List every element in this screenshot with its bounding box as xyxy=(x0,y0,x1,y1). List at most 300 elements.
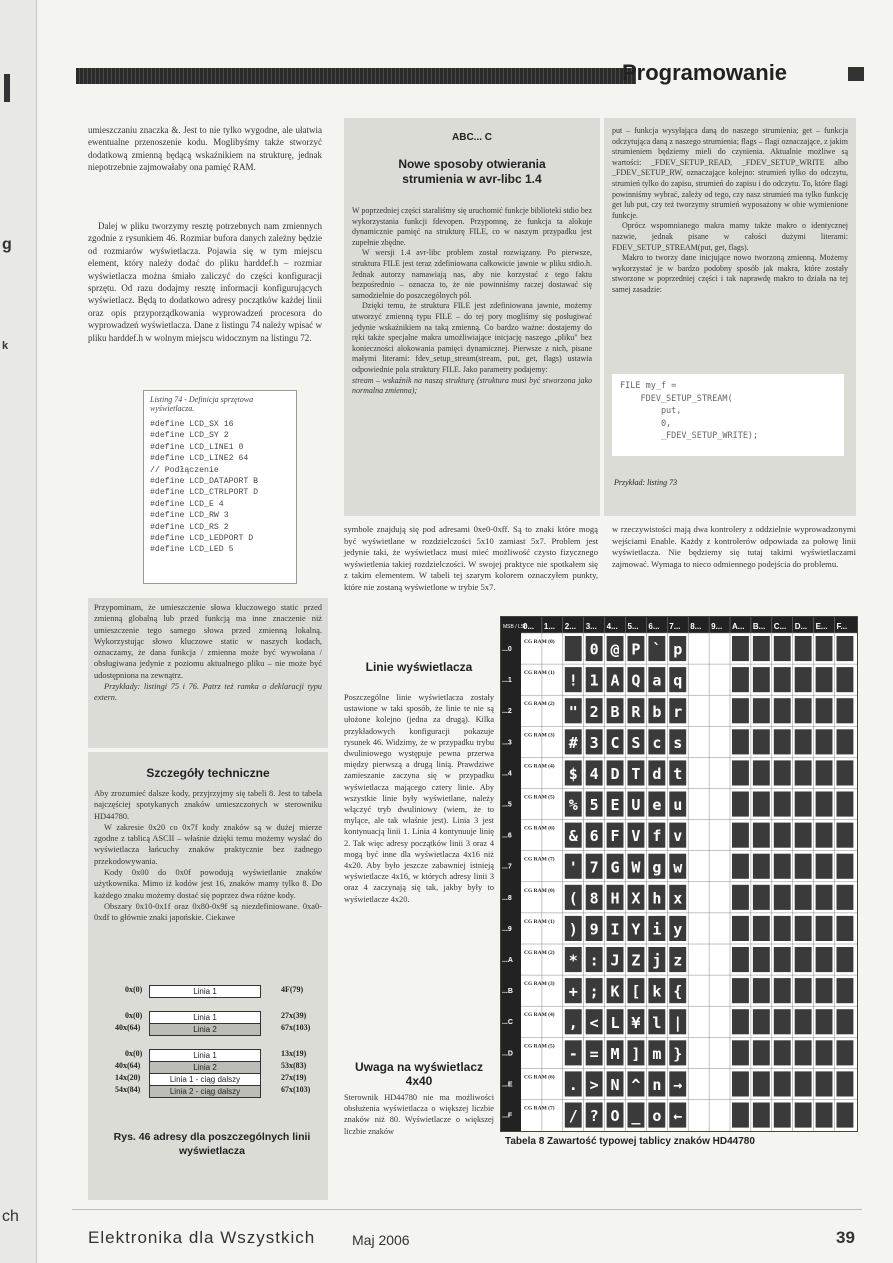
paragraph: W zakresie 0x20 co 0x7f kody znaków są w dużej mierze zgodne z tablicą ASCII – właśnie dzięki temu możemy wysłać do wyświetlacza łańcuchy znaków praktycznie bez żadnego przekodowywania. xyxy=(94,822,322,866)
paragraph: Obszary 0x10-0x1f oraz 0x80-0x9f są niezdefiniowane. 0xa0-0xdf to głównie znaki japońskie. Ciekawe xyxy=(94,901,322,923)
glyph-cell xyxy=(774,667,791,692)
glyph-char: D xyxy=(610,764,620,783)
character-table xyxy=(500,616,858,1132)
column-header: 2... xyxy=(564,622,576,631)
gutter-letter: k xyxy=(2,340,9,352)
glyph-cell xyxy=(774,978,791,1003)
glyph-char: @ xyxy=(610,640,620,659)
wrap-spacer xyxy=(88,380,140,590)
glyph-cell xyxy=(774,1040,791,1065)
column-header: B... xyxy=(752,622,766,631)
glyph-cell xyxy=(774,1009,791,1034)
glyph-char: r xyxy=(673,702,683,721)
glyph-cell xyxy=(837,916,854,941)
table-corner-label: MSB / LSB xyxy=(503,624,528,630)
line-box: Linia 2 xyxy=(149,1061,261,1074)
glyph-cell xyxy=(837,792,854,817)
glyph-char: R xyxy=(631,702,641,721)
glyph-char: h xyxy=(652,889,662,908)
glyph-cell xyxy=(753,1009,770,1034)
glyph-cell xyxy=(816,854,833,879)
glyph-cell xyxy=(795,1103,812,1128)
diagram-row xyxy=(85,985,325,999)
address-label: 13x(19) xyxy=(281,1049,307,1058)
column-header: F... xyxy=(836,622,848,631)
glyph-char: I xyxy=(610,920,620,939)
glyph-char: A xyxy=(610,671,620,690)
cgram-label: CG RAM (4) xyxy=(524,763,555,770)
glyph-cell xyxy=(837,854,854,879)
column-header: 5... xyxy=(627,622,639,631)
glyph-cell xyxy=(837,1103,854,1128)
glyph-char: t xyxy=(673,764,683,783)
glyph-char: # xyxy=(568,733,578,752)
glyph-char: . xyxy=(568,1075,578,1094)
code-listing-73 xyxy=(612,374,844,456)
glyph-char: ( xyxy=(568,889,578,908)
abc-c-box-continued xyxy=(604,118,856,516)
column-header: 6... xyxy=(648,622,660,631)
column-header: 7... xyxy=(669,622,681,631)
row-header: ...1 xyxy=(502,677,512,685)
column-header: A... xyxy=(732,622,745,631)
glyph-cell xyxy=(837,760,854,785)
glyph-cell xyxy=(795,636,812,661)
character-table-grid xyxy=(501,617,857,1131)
glyph-char: / xyxy=(568,1107,578,1126)
gutter-letter: g xyxy=(2,236,12,253)
glyph-char: L xyxy=(610,1013,620,1032)
gutter-tick xyxy=(4,74,10,102)
paragraph: symbole znajdują się pod adresami 0xe0-0xff. Są to znaki które mogą być wyświetlane w rozdzielczości 5x10 zamiast 5x7. Problem jest jedynie taki, że wyświetlacz musi mieć możliwość czysto fizycznego wyświetlenia takiej rozdzielczości. W swojej praktyce nie spotkałem się z takim elementem. W tabeli tej szarym kolorem oznaczyłem punkty, które nie zostaną wyświetlone w trybie 5x7. xyxy=(344,524,598,592)
glyph-char: P xyxy=(631,640,641,659)
glyph-char: ) xyxy=(568,920,578,939)
paragraph: Dzięki temu, że struktura FILE jest zdefiniowana jawnie, możemy utworzyć zmienną typu FILE – do tej pory mogliśmy się posługiwać jedynie wskaźnikiem na taką zmienną. Co bardzo ważne: dostajemy do ręki także specjalne makra umożliwiające inicjację naszego „pliku" bez konieczności alokowania pamięci dynamicznej. Pierwsze z nich, pisane małymi literami: fdev_setup_stream(stream, put, get, flags) ustawia odpowiednie pola struktury FILE. Jako parametry podajemy: xyxy=(352,301,592,374)
cgram-label: CG RAM (3) xyxy=(524,732,555,739)
glyph-cell xyxy=(837,978,854,1003)
column-header: 9... xyxy=(711,622,723,631)
glyph-cell xyxy=(837,667,854,692)
cgram-label: CG RAM (6) xyxy=(524,1074,555,1081)
glyph-char: { xyxy=(673,982,683,1001)
glyph-cell xyxy=(753,978,770,1003)
glyph-cell xyxy=(816,636,833,661)
address-label: 0x(0) xyxy=(125,1011,143,1020)
cgram-label: CG RAM (1) xyxy=(524,670,555,677)
glyph-cell xyxy=(795,1071,812,1096)
glyph-cell xyxy=(795,792,812,817)
glyph-cell xyxy=(795,1009,812,1034)
glyph-cell xyxy=(753,729,770,754)
glyph-char: v xyxy=(673,827,683,846)
left-column-text xyxy=(88,220,322,344)
glyph-cell xyxy=(753,698,770,723)
glyph-cell xyxy=(795,947,812,972)
glyph-char: u xyxy=(673,796,683,815)
glyph-cell xyxy=(816,978,833,1003)
glyph-char: " xyxy=(568,702,578,721)
glyph-char: z xyxy=(673,951,683,970)
address-label: 0x(0) xyxy=(125,1049,143,1058)
line-address-diagram xyxy=(85,985,325,1125)
glyph-cell xyxy=(816,947,833,972)
address-label: 67x(103) xyxy=(281,1023,311,1032)
glyph-char: q xyxy=(673,671,683,690)
abc-c-box xyxy=(344,118,600,516)
paragraph: W wersji 1.4 avr-libc problem został rozwiązany. Po pierwsze, struktura FILE jest teraz zdefiniowana całkowicie jawnie w pliku stdio.h. Jednak autorzy namawiają nas, aby nie korzystać z tego faktu bezpośrednio – oznacza to, że nie powinniśmy raczej dostawać się samodzielnie do poszczególnych pól. xyxy=(352,248,592,300)
glyph-cell xyxy=(774,947,791,972)
glyph-char: e xyxy=(652,796,662,815)
glyph-char: l xyxy=(652,1013,662,1032)
section-heading: Uwaga na wyświetlacz 4x40 xyxy=(354,1060,484,1088)
address-label: 53x(83) xyxy=(281,1061,307,1070)
glyph-char: K xyxy=(610,982,620,1001)
glyph-char: p xyxy=(673,640,683,659)
glyph-char: b xyxy=(652,702,662,721)
column-header: 8... xyxy=(690,622,702,631)
page-number: 39 xyxy=(836,1228,855,1247)
glyph-cell xyxy=(774,729,791,754)
cgram-label: CG RAM (7) xyxy=(524,856,555,863)
address-label: 40x(64) xyxy=(115,1023,141,1032)
glyph-cell xyxy=(774,1103,791,1128)
cgram-label: CG RAM (2) xyxy=(524,950,555,956)
glyph-char: Z xyxy=(631,951,641,970)
note-example: Przykłady: listingi 75 i 76. Patrz też ramka o deklaracji typu extern. xyxy=(94,682,322,703)
binding-gutter xyxy=(0,0,37,1263)
note-text: Przypominam, że umieszczenie słowa kluczowego static przed zmienną globalną lub przed funkcją ma inne znaczenie niż umieszczenie tego samego słowa przed zmienną lokalną. Wykorzystując słowo kluczowe static w naszych kodach, oznaczamy, że dana funkcja / zmienna może być wywołana / obsługiwana jedynie z poziomu aktualnego pliku – nie może być udostępniona na zewnątrz. xyxy=(94,603,322,680)
glyph-cell xyxy=(732,916,749,941)
row-header: ...F xyxy=(502,1112,513,1120)
cgram-label: CG RAM (6) xyxy=(524,825,555,832)
header-square-icon xyxy=(848,67,864,81)
box-example: Przykład: listing 73 xyxy=(614,478,678,487)
cgram-label: CG RAM (5) xyxy=(524,794,555,801)
glyph-cell xyxy=(837,1009,854,1034)
glyph-cell xyxy=(753,885,770,910)
glyph-char: m xyxy=(652,1044,662,1063)
glyph-cell xyxy=(732,636,749,661)
line-box: Linia 1 xyxy=(149,1011,261,1024)
glyph-cell xyxy=(795,823,812,848)
glyph-cell xyxy=(732,854,749,879)
glyph-char: w xyxy=(673,858,683,877)
static-note-box xyxy=(88,598,328,748)
glyph-char: g xyxy=(652,858,662,877)
line-box: Linia 1 xyxy=(149,1049,261,1062)
glyph-cell xyxy=(732,729,749,754)
row-header: ...7 xyxy=(502,863,512,871)
glyph-cell xyxy=(753,1040,770,1065)
row-header: ...8 xyxy=(502,894,512,902)
magazine-name: Elektronika dla Wszystkich xyxy=(88,1228,316,1247)
glyph-cell xyxy=(732,760,749,785)
address-label: 0x(0) xyxy=(125,985,143,994)
glyph-cell xyxy=(816,1071,833,1096)
cgram-label: CG RAM (3) xyxy=(524,981,555,988)
glyph-cell xyxy=(774,792,791,817)
glyph-cell xyxy=(795,854,812,879)
glyph-char: 0 xyxy=(589,640,599,659)
glyph-char: , xyxy=(568,1013,578,1032)
row-header: ...3 xyxy=(502,739,512,747)
glyph-char: E xyxy=(610,796,620,815)
paragraph: put – funkcja wysyłająca daną do naszego strumienia; get – funkcja odczytująca daną z naszego strumienia; flags – flagi oznaczające, z jakim strumieniem będziemy mieli do czynienia. Aktualnie możliwe są wartości: _FDEV_SETUP_READ, _FDEV_SETUP_WRITE albo _FDEV_SETUP_RW, oznaczające kolejno: strumień tylko do odczytu, strumień tylko do zapisu, strumień do zapisu i do odczytu. To, które flagi powinniśmy wybrać, zależy od tego, czy nasz strumień ma tylko funkcję get lub put, czy też tworzymy strumień wyposażony w obie wymienione funkcje. xyxy=(612,126,848,220)
row-header: ...6 xyxy=(502,832,512,840)
glyph-cell xyxy=(732,667,749,692)
paragraph: w rzeczywistości mają dwa kontrolery z oddzielnie wyprowadzonymi wejściami Enable. Każdy z kontrolerów odpowiada za połowę linii wyświetlacza. Nie będziemy się tutaj takimi wyświetlaczami zajmować. Wymaga to nieco odmiennego podejścia do problemu. xyxy=(612,524,856,569)
glyph-char: S xyxy=(631,733,641,752)
row-header: ...2 xyxy=(502,708,512,716)
section-title: Programowanie xyxy=(622,60,788,85)
glyph-char: : xyxy=(589,951,599,970)
paragraph: Kody 0x00 do 0x0f powodują wyświetlanie znaków użytkownika. Mimo iż kodów jest 16, znaków mamy tylko 8. Do każdego znaku możemy dostać się poprzez dwa różne kody. xyxy=(94,868,322,900)
glyph-cell xyxy=(732,792,749,817)
cgram-label: CG RAM (7) xyxy=(524,1105,555,1112)
glyph-char: 6 xyxy=(589,827,599,846)
column-header: D... xyxy=(794,622,808,631)
glyph-cell xyxy=(732,1040,749,1065)
glyph-cell xyxy=(753,636,770,661)
row-header: ...5 xyxy=(502,801,512,809)
glyph-char: ] xyxy=(631,1044,641,1063)
glyph-char: ' xyxy=(568,858,578,877)
glyph-char: a xyxy=(652,671,662,690)
glyph-cell xyxy=(732,823,749,848)
glyph-char: & xyxy=(568,827,578,846)
address-label: 67x(103) xyxy=(281,1085,311,1094)
row-header: ...E xyxy=(502,1081,513,1089)
paragraph: Oprócz wspomnianego makra mamy także makro o identycznej nazwie, jednak pisane w całości dużymi literami: FDEV_SETUP_STREAM(put, get, flags). xyxy=(612,221,848,252)
glyph-cell xyxy=(816,760,833,785)
glyph-char: M xyxy=(610,1044,620,1063)
glyph-char: ! xyxy=(568,671,578,690)
section-heading: Szczegóły techniczne xyxy=(146,766,270,780)
glyph-char: ¥ xyxy=(631,1013,641,1032)
glyph-char: W xyxy=(631,858,641,877)
column-header: 0... xyxy=(523,622,535,631)
glyph-char: O xyxy=(610,1107,620,1126)
cgram-label: CG RAM (5) xyxy=(524,1043,555,1050)
glyph-char: o xyxy=(652,1107,662,1126)
glyph-char: F xyxy=(610,827,620,846)
diagram-row xyxy=(85,1023,325,1037)
glyph-char: Y xyxy=(631,920,641,939)
glyph-char: T xyxy=(631,764,641,783)
glyph-cell xyxy=(565,636,582,661)
glyph-cell xyxy=(774,823,791,848)
glyph-cell xyxy=(816,916,833,941)
glyph-char: j xyxy=(652,951,662,970)
column-header: C... xyxy=(773,622,787,631)
right-column-text xyxy=(612,524,856,570)
glyph-cell xyxy=(732,947,749,972)
glyph-cell xyxy=(837,1071,854,1096)
glyph-cell xyxy=(753,823,770,848)
glyph-cell xyxy=(774,760,791,785)
line-box: Linia 2 - ciąg dalszy xyxy=(149,1085,261,1098)
glyph-cell xyxy=(837,947,854,972)
paragraph: stream – wskaźnik na naszą strukturę (struktura musi być stworzona jako normalna zmienna); xyxy=(352,375,592,396)
glyph-char: H xyxy=(610,889,620,908)
paragraph: Poszczególne linie wyświetlacza zostały ustawione w taki sposób, że linie te nie są ułożone kolejno (jedna za drugą). Kilka przykładowych konfiguracji pokazuje rysunek 46. Widzimy, że w przypadku trybu dwuliniowego występuje pewna przerwa między pierwszą a drugą linią. Prawdziwe zamieszanie zaczyna się w przypadku wyświetlacza mającego cztery linie. Aby wszystkie linie były wyświetlane, należy włączyć tryb dwuliniowy (wiem, że to mylące, ale tak właśnie jest). Linia 3 jest kontynuacją linii 1. Linia 4 kontynuuje linię 2. Tak więc adresy początków linii 3 oraz 4 mogą być inne dla wyświetlacza 4x16 niż 4x20. Aby było jeszcze zabawniej istnieją wyświetlacze 4x16, w których adresy linii 3 oraz 4 zaczynają się tak, jakby były to wyświetlacze 4x20. xyxy=(344,693,494,904)
glyph-char: c xyxy=(652,733,662,752)
gutter-letter: ch xyxy=(2,1208,19,1225)
glyph-char: ; xyxy=(589,982,599,1001)
line-box: Linia 2 xyxy=(149,1023,261,1036)
glyph-cell xyxy=(753,667,770,692)
glyph-cell xyxy=(837,698,854,723)
glyph-cell xyxy=(795,729,812,754)
line-box: Linia 1 xyxy=(149,985,261,998)
paragraph: Dalej w pliku tworzymy resztę potrzebnych nam zmiennych zgodnie z rysunkiem 46. Rozmiar bufora danych zależny będzie od rozmiarów wyświetlacza. Pojawia się w tym miejscu element, który należy dodać do pliku harddef.h – rozmiar wyświetlacza można śmiało zaliczyć do części konfiguracji sprzętu. Od razu dodajmy resztę informacji konfigurujących wyświetlacz. Będą to dodatkowo adresy początków każdej linii oraz opis przyporządkowania wyprowadzeń procesora do wyprowadzeń wyświetlacza. Dane z listingu 74 należy wpisać w pliku harddef.h w wolnym miejscu widocznym na listingu 72. xyxy=(88,221,322,343)
row-header: ...C xyxy=(502,1019,513,1027)
glyph-cell xyxy=(795,885,812,910)
glyph-char: V xyxy=(631,827,641,846)
glyph-char: } xyxy=(673,1044,683,1063)
glyph-cell xyxy=(774,636,791,661)
glyph-cell xyxy=(774,854,791,879)
glyph-cell xyxy=(816,667,833,692)
glyph-char: X xyxy=(631,889,641,908)
glyph-char: | xyxy=(673,1013,683,1032)
paragraph: W poprzedniej części staraliśmy się uruchomić funkcje biblioteki stdio bez wykorzystania funkcji fdevopen. Przypomnę, że funkcja ta alokuje dynamicznie pamięć na strukturę FILE, co w naszym przypadku jest zupełnie zbędne. xyxy=(352,206,592,247)
box-kicker: ABC... C xyxy=(452,132,492,143)
cgram-label: CG RAM (4) xyxy=(524,1012,555,1019)
glyph-cell xyxy=(795,698,812,723)
glyph-cell xyxy=(837,1040,854,1065)
box-title: Nowe sposoby otwierania strumienia w avr-libc 1.4 xyxy=(398,157,546,186)
left-column-text xyxy=(88,124,322,174)
glyph-char: * xyxy=(568,951,578,970)
glyph-char: $ xyxy=(568,764,578,783)
glyph-char: 1 xyxy=(589,671,599,690)
glyph-cell xyxy=(816,885,833,910)
listing-code: #define LCD_SX 16 #define LCD_SY 2 #define LCD_LINE1 0 #define LCD_LINE2 64 // Podłączenie #define LCD_DATAPORT B #define LCD_CTRLPORT D #define LCD_E 4 #define LCD_RW 3 #define LCD_RS 2 #define LCD_LEDPORT D #define LCD_LED 5 xyxy=(150,420,259,555)
glyph-char: J xyxy=(610,951,620,970)
table-caption: Tabela 8 Zawartość typowej tablicy znaków HD44780 xyxy=(505,1136,755,1147)
paragraph: Makro to tworzy dane inicjujące nowo tworzoną zmienną. Możemy wykorzystać je w bardzo podobny sposób jak makra, które zostały stworzone w poprzedniej części i tak naprawdę makro to działa na tej samej zasadzie: xyxy=(612,253,848,294)
glyph-cell xyxy=(837,823,854,848)
header-stripe xyxy=(76,68,636,84)
row-header: ...0 xyxy=(502,646,512,653)
glyph-char: y xyxy=(673,920,683,939)
glyph-char: k xyxy=(652,982,662,1001)
glyph-char: % xyxy=(568,796,578,815)
glyph-cell xyxy=(774,885,791,910)
glyph-char: i xyxy=(652,920,662,939)
cgram-label: CG RAM (2) xyxy=(524,701,555,708)
paragraph: umieszczaniu znaczka &. Jest to nie tylko wygodne, ale ułatwia ewentualne przenoszenie kodu. Moglibyśmy także stworzyć dodatkową zmienną będącą wskaźnikiem na strukturę, jednak niepotrzebnie zajmowałaby ona pamięć RAM. xyxy=(88,125,322,173)
glyph-char: < xyxy=(589,1013,599,1032)
glyph-char: ^ xyxy=(631,1075,641,1094)
glyph-cell xyxy=(795,760,812,785)
address-label: 27x(39) xyxy=(281,1011,307,1020)
glyph-char: N xyxy=(610,1075,620,1094)
glyph-char: G xyxy=(610,858,620,877)
line-box: Linia 1 - ciąg dalszy xyxy=(149,1073,261,1086)
address-label: 40x(64) xyxy=(115,1061,141,1070)
glyph-char: ← xyxy=(673,1107,683,1126)
glyph-char: 2 xyxy=(589,702,599,721)
diagram-row xyxy=(85,1085,325,1099)
glyph-cell xyxy=(816,729,833,754)
glyph-char: - xyxy=(568,1044,578,1063)
section-heading: Linie wyświetlacza xyxy=(365,660,473,674)
glyph-char: C xyxy=(610,733,620,752)
glyph-char: n xyxy=(652,1075,662,1094)
glyph-char: ` xyxy=(652,640,662,659)
row-header: ...A xyxy=(502,957,513,964)
mid-column-text xyxy=(344,692,494,905)
footer-rule xyxy=(72,1209,862,1210)
glyph-char: _ xyxy=(631,1107,641,1126)
row-header: ...9 xyxy=(502,925,512,933)
glyph-char: f xyxy=(652,827,662,846)
glyph-char: 7 xyxy=(589,858,599,877)
row-header: ...B xyxy=(502,988,513,996)
glyph-cell xyxy=(732,1071,749,1096)
listing-caption: Listing 74 - Definicja sprzętowa wyświetlacza. xyxy=(150,395,254,413)
glyph-cell xyxy=(732,1103,749,1128)
paragraph: Aby zrozumieć dalsze kody, przyjrzyjmy się tabeli 8. Jest to tabela najczęściej spotykanych znaków umieszczonych w sterowniku HD44780. xyxy=(94,789,322,821)
glyph-char: 9 xyxy=(589,920,599,939)
glyph-cell xyxy=(753,1103,770,1128)
address-label: 27x(19) xyxy=(281,1073,307,1082)
row-header: ...4 xyxy=(502,770,512,778)
glyph-cell xyxy=(753,1071,770,1096)
paragraph: Sterownik HD44780 nie ma możliwości obsłużenia wyświetlacza o większej liczbie znaków niż 80. Wyświetlacze o większej liczbie znaków xyxy=(344,1093,494,1136)
glyph-char: > xyxy=(589,1075,599,1094)
issue-date: Maj 2006 xyxy=(352,1232,410,1248)
glyph-cell xyxy=(795,1040,812,1065)
glyph-cell xyxy=(774,916,791,941)
glyph-cell xyxy=(732,978,749,1003)
glyph-char: 8 xyxy=(589,889,599,908)
glyph-char: U xyxy=(631,796,641,815)
glyph-cell xyxy=(753,947,770,972)
code-text: FILE my_f = FDEV_SETUP_STREAM( put, 0, _FDEV_SETUP_WRITE); xyxy=(620,381,759,441)
glyph-cell xyxy=(816,1009,833,1034)
glyph-cell xyxy=(795,916,812,941)
glyph-char: 3 xyxy=(589,733,599,752)
cgram-label: CG RAM (0) xyxy=(524,887,555,894)
glyph-cell xyxy=(816,1103,833,1128)
glyph-char: Q xyxy=(631,671,641,690)
mid-column-text xyxy=(344,1092,494,1137)
glyph-cell xyxy=(753,760,770,785)
glyph-char: x xyxy=(673,889,683,908)
glyph-cell xyxy=(837,636,854,661)
cgram-label: CG RAM (1) xyxy=(524,918,555,925)
glyph-char: s xyxy=(673,733,683,752)
glyph-cell xyxy=(753,792,770,817)
glyph-char: [ xyxy=(631,982,641,1001)
glyph-cell xyxy=(795,978,812,1003)
glyph-cell xyxy=(816,792,833,817)
column-header: E... xyxy=(815,622,828,631)
glyph-cell xyxy=(816,1040,833,1065)
glyph-char: 5 xyxy=(589,796,599,815)
glyph-char: → xyxy=(673,1075,683,1094)
column-header: 1... xyxy=(543,622,556,631)
glyph-cell xyxy=(753,916,770,941)
listing-74 xyxy=(143,390,297,584)
cgram-label: CG RAM (0) xyxy=(524,639,555,645)
figure-caption: Rys. 46 adresy dla poszczególnych linii wyświetlacza xyxy=(113,1131,311,1157)
glyph-cell xyxy=(816,698,833,723)
glyph-cell xyxy=(837,729,854,754)
